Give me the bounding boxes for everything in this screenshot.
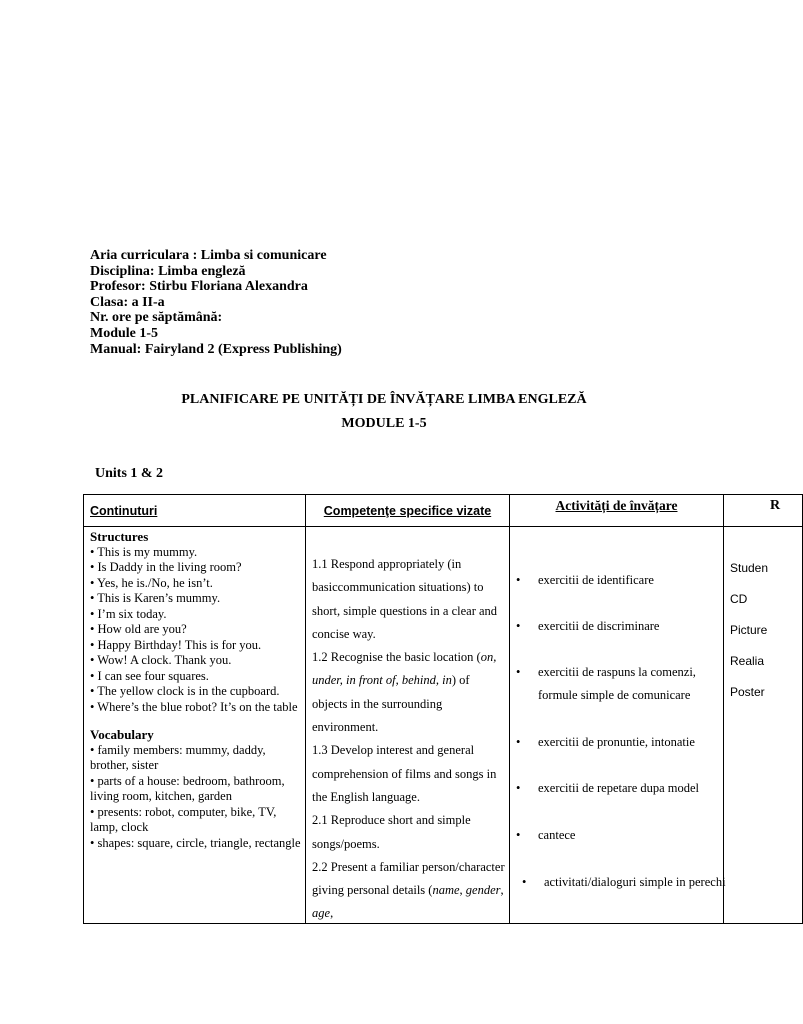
- bullet: •: [516, 619, 521, 633]
- activity-item: • exercitii de repetare dupa model: [516, 777, 726, 800]
- vocabulary-title: Vocabulary: [90, 727, 154, 742]
- column-divider: [723, 495, 724, 923]
- structure-item: • This is Karen’s mummy.: [90, 591, 221, 605]
- structure-item: • Where’s the blue robot? It’s on the table: [90, 699, 298, 714]
- structure-item: • The yellow clock is in the cupboard.: [90, 684, 280, 698]
- competence-1-3: 1.3 Develop interest and general comprehension of films and songs in the English language.: [312, 743, 497, 804]
- activity-item: • exercitii de pronuntie, intonatie: [516, 731, 726, 754]
- bullet: •: [516, 573, 521, 587]
- planning-table: [83, 494, 803, 924]
- header-resources: R: [769, 498, 781, 513]
- header-textbook: Manual: Fairyland 2 (Express Publishing): [90, 341, 342, 357]
- vocabulary-item: • parts of a house: bedroom, bathroom, living room, kitchen, garden: [90, 773, 285, 803]
- structures-title: Structures: [90, 529, 149, 544]
- header-row-divider: [84, 526, 802, 527]
- column-divider: [509, 495, 510, 923]
- resource-item: Picture: [730, 623, 768, 637]
- structure-item: • How old are you?: [90, 622, 187, 636]
- column-divider: [305, 495, 306, 923]
- header-activities: Activități de învățare: [555, 498, 678, 513]
- bullet: •: [516, 665, 521, 679]
- header-class: Clasa: a II-a: [90, 294, 165, 310]
- header-hours-per-week: Nr. ore pe săptămână:: [90, 310, 223, 326]
- vocabulary-item: • family members: mummy, daddy, brother, sister: [90, 742, 266, 772]
- competence-1-1: 1.1 Respond appropriately (in basiccommunication situations) to short, simple questions in a clear and concise way.: [312, 557, 498, 641]
- competence-2-2: 2.2 Present a familiar person/character giving personal details (name, gender, age,: [312, 859, 505, 921]
- competence-2-1: 2.1 Reproduce short and simple songs/poems.: [312, 813, 471, 851]
- document-title: PLANIFICARE PE UNITĂȚI DE ÎNVĂȚARE LIMBA ENGLEZĂ: [181, 392, 587, 407]
- bullet: •: [522, 875, 527, 889]
- header-contents: Continuturi: [90, 503, 158, 518]
- bullet: •: [516, 781, 521, 795]
- activity-item: • activitati/dialoguri simple in perechi: [522, 871, 732, 894]
- resource-item: CD: [730, 592, 748, 606]
- structure-item: • Wow! A clock. Thank you.: [90, 653, 232, 667]
- competences-cell: [312, 553, 508, 926]
- header-modules: Module 1-5: [90, 325, 159, 341]
- header-curricular-area: Aria curriculara : Limba si comunicare: [90, 248, 327, 263]
- bullet: •: [516, 735, 521, 749]
- bullet: •: [516, 828, 521, 842]
- document-subtitle: MODULE 1-5: [341, 416, 427, 431]
- vocabulary-item: • presents: robot, computer, bike, TV, lamp, clock: [90, 804, 277, 834]
- structure-item: • I can see four squares.: [90, 668, 209, 683]
- units-label: Units 1 & 2: [95, 466, 164, 481]
- resource-item: Realia: [730, 654, 765, 668]
- header-discipline: Disciplina: Limba engleză: [90, 263, 246, 279]
- activity-item: • cantece: [516, 824, 726, 847]
- structure-item: • This is my mummy.: [90, 544, 198, 559]
- activity-item: • exercitii de raspuns la comenzi, formule simple de comunicare: [516, 661, 726, 707]
- contents-cell: [90, 529, 302, 851]
- activity-item: • exercitii de discriminare: [516, 615, 726, 638]
- vocabulary-item: • shapes: square, circle, triangle, rectangle: [90, 835, 301, 850]
- header-competences: Competenţe specifice vizate: [323, 503, 492, 518]
- structure-item: • Is Daddy in the living room?: [90, 560, 242, 574]
- resource-item: Poster: [730, 685, 765, 699]
- header-teacher: Profesor: Stirbu Floriana Alexandra: [90, 279, 308, 295]
- structure-item: • Yes, he is./No, he isn’t.: [90, 575, 213, 590]
- structure-item: • I’m six today.: [90, 606, 167, 621]
- document-header: [90, 248, 342, 357]
- activity-item: • exercitii de identificare: [516, 569, 726, 592]
- resource-item: Studen: [730, 561, 769, 575]
- structure-item: • Happy Birthday! This is for you.: [90, 637, 262, 652]
- competence-1-2: 1.2 Recognise the basic location (on, under, in front of, behind, in) of objects in the surrounding environment.: [312, 650, 497, 735]
